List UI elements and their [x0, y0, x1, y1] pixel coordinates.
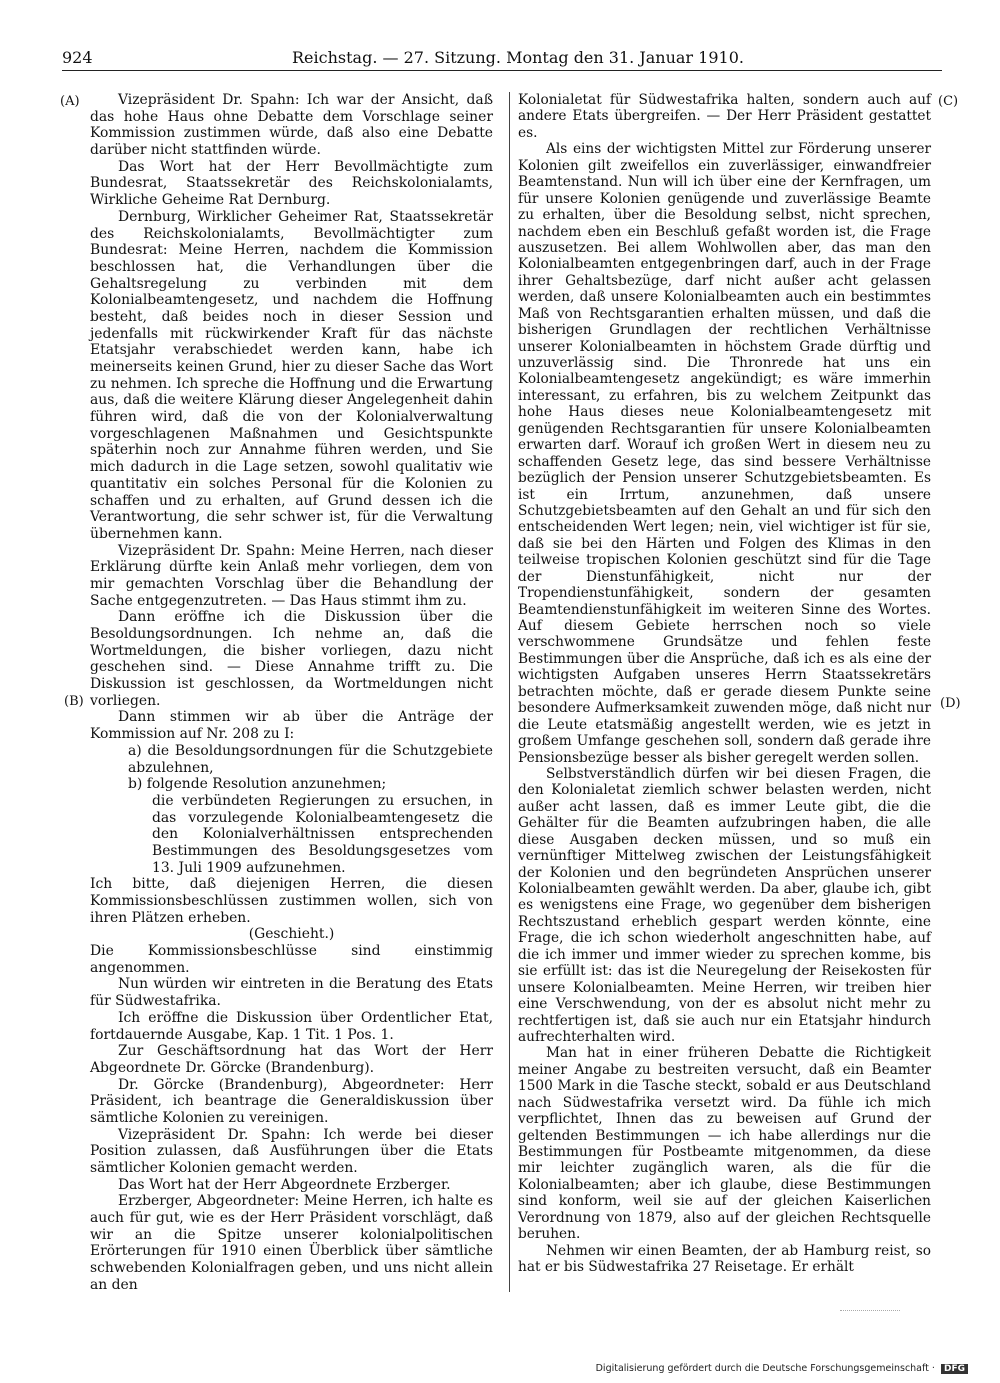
column-divider — [509, 92, 510, 1292]
left-text-column — [90, 92, 493, 1294]
paragraph: Dr. Görcke (Brandenburg), Abgeordneter: Herr Präsident, ich beantrage die Generaldiskussion über sämtliche Kolonien zu vereinigen. — [90, 1076, 493, 1126]
paragraph: Vizepräsident Dr. Spahn: Ich werde bei dieser Position zulassen, daß Ausführungen über die Etats sämtlicher Kolonien gemacht werden. — [90, 1126, 493, 1176]
paragraph: Nehmen wir einen Beamten, der ab Hamburg reist, so hat er bis Südwestafrika 27 Reisetage. Er erhält — [518, 1242, 931, 1276]
paragraph: (Geschieht.) — [248, 926, 335, 943]
paragraph: a) die Besoldungsordnungen für die Schutzgebiete abzulehnen, — [128, 742, 493, 776]
paragraph: Dann stimmen wir ab über die Anträge der Kommission auf Nr. 208 zu I: — [90, 709, 493, 743]
paragraph: Nun würden wir eintreten in die Beratung des Etats für Südwestafrika. — [90, 976, 493, 1010]
paragraph: Selbstverständlich dürfen wir bei diesen Fragen, die den Kolonialetat ziemlich schwer belasten werden, nicht außer acht lassen, daß es immer Leute gibt, die die Gehälter für die Beamten aufzubringen haben, die alle diese Ausgaben decken müssen, und so muß ein vernünftiger Mittelweg zwischen der Leistungsfähigkeit der Kolonien und den begründeten Ansprüchen unserer Kolonialbeamten gewählt werden. Da aber, glaube ich, gibt es wenigstens eine Frage, wo gegenüber dem bisherigen Rechtszustand erheblich gespart werden könnte, eine Frage, die ich schon wiederholt angeschnitten habe, auf die ich immer und immer wieder zu sprechen komme, bis sie erfüllt ist: das ist die Neuregelung der Reisekosten für unsere Kolonialbeamten. Meine Herren, wir treiben hier eine Verschwendung, von der es absolut nicht mehr zu rechtfertigen ist, daß sie auch nur ein Etatsjahr hindurch aufrechterhalten wird. — [518, 765, 931, 1045]
paragraph: Das Wort hat der Herr Bevollmächtigte zum Bundesrat, Staatssekretär des Reichskolonialamts, Wirkliche Geheime Rat Dernburg. — [90, 158, 493, 209]
paragraph: Dann eröffne ich die Diskussion über die Besoldungsordnungen. Ich nehme an, daß die Wortmeldungen, die bisher vorliegen, dazu nicht geschehen sind. — Diese Annahme trifft zu. Die Diskussion ist geschlossen, da Wortmeldungen nicht vorliegen. — [90, 609, 493, 709]
paragraph: Ich eröffne die Diskussion über Ordentlicher Etat, fortdauernde Ausgabe, Kap. 1 Tit. 1 Pos. 1. — [90, 1009, 493, 1043]
dfg-logo-badge: DFG — [941, 1364, 968, 1374]
paragraph: Kolonialetat für Südwestafrika halten, sondern auch auf andere Etats übergreifen. — Der Herr Präsident gestattet es. — [518, 92, 931, 141]
paragraph: Ich bitte, daß diejenigen Herren, die diesen Kommissionsbeschlüssen zustimmen wollen, sich von ihren Plätzen erheben. — [90, 876, 493, 926]
running-title: Reichstag. — 27. Sitzung. Montag den 31. Januar 1910. — [292, 48, 744, 67]
paragraph: Dernburg, Wirklicher Geheimer Rat, Staatssekretär des Reichskolonialamts, Bevollmächtigter zum Bundesrat: Meine Herren, nachdem die Kommission beschlossen hat, die Verhandlungen über die Gehaltsregelung zu verbinden mit dem Kolonialbeamtengesetz, und nachdem die Hoffnung besteht, daß beides noch in dieser Session und jedenfalls mit rückwirkender Kraft für das nächste Etatsjahr verabschiedet werden kann, habe ich meinerseits keinen Grund, hier zu dieser Sache das Wort zu nehmen. Ich spreche die Hoffnung und die Erwartung aus, daß die weitere Klärung dieser Angelegenheit dahin führen wird, daß die von der Kolonialverwaltung vorgeschlagenen Maßnahmen und Gesichtspunkte späterhin noch zur Annahme führen werden, und Sie mich dadurch in die Lage setzen, sowohl qualitativ wie quantitativ ein solches Personal für die Kolonien zu schaffen und zu erhalten, auf Grund dessen ich die Verantwortung, die sehr schwer ist, für die Verwaltung übernehmen kann. — [90, 208, 493, 542]
footer-text: Digitalisierung gefördert durch die Deutsche Forschungsgemeinschaft · — [595, 1363, 935, 1374]
page-header — [62, 46, 942, 71]
margin-marker-b: (B) — [64, 694, 84, 709]
paragraph: die verbündeten Regierungen zu ersuchen, in das vorzulegende Kolonialbeamtengesetz die den Kolonialverhältnissen entsprechenden Bestimmungen des Besoldungsgesetzes vom 13. Juli 1909 aufzunehmen. — [152, 792, 493, 876]
margin-marker-a: (A) — [60, 94, 80, 109]
paragraph: Man hat in einer früheren Debatte die Richtigkeit meiner Angabe zu bestreiten versucht, daß ein Beamter 1500 Mark in die Tasche steckt, sobald er aus Deutschland nach Südwestafrika versetzt wird. Da fühle ich mich verpflichtet, Ihnen das zu beweisen auf Grund der geltenden Bestimmungen — ich habe allerdings nur die Bestimmungen für Postbeamte mitgenommen, da diese mir leichter zugänglich waren, als die für die Kolonialbeamten; aber ich glaube, diese Bestimmungen sind konform, weil sie auf der gleichen Kaiserlichen Verordnung von 1879, also auf der gleichen Rechtsquelle beruhen. — [518, 1045, 931, 1243]
library-stamp-mark — [840, 1300, 900, 1311]
paragraph: Zur Geschäftsordnung hat das Wort der Herr Abgeordnete Dr. Görcke (Brandenburg). — [90, 1043, 493, 1076]
page-number: 924 — [62, 48, 93, 67]
paragraph: Vizepräsident Dr. Spahn: Ich war der Ansicht, daß das hohe Haus ohne Debatte dem Vorschlage seiner Kommission zustimmen würde, daß also eine Debatte darüber nicht stattfinden würde. — [90, 92, 493, 159]
margin-marker-c: (C) — [938, 94, 959, 109]
paragraph: Die Kommissionsbeschlüsse sind einstimmig angenommen. — [90, 943, 493, 976]
paragraph: Erzberger, Abgeordneter: Meine Herren, ich halte es auch für gut, wie es der Herr Präsident vorschlägt, daß wir an die Spitze unserer kolonialpolitischen Erörterungen für 1910 einen Überblick über sämtliche schwebenden Kolonialfragen geben, und uns nicht allein an den — [90, 1193, 493, 1293]
paragraph: Als eins der wichtigsten Mittel zur Förderung unserer Kolonien gilt zweifellos ein zuverlässiger, einwandfreier Beamtenstand. Nun will ich über eine der Kernfragen, um für unsere Kolonien genügende und zuverlässige Beamte zu erhalten, über die Besoldung selbst, nicht sprechen, nachdem eben ein Beschluß gefaßt worden ist, die Frage auszusetzen. Bei allem Wohlwollen aber, das man den Kolonialbeamten entgegenbringen darf, auch in der Frage ihrer Gehaltsbezüge, darf nicht außer acht gelassen werden, daß unsere Kolonialbeamten auch ein bestimmtes Maß von Rechtsgarantien erhalten müssen, und daß die bisherigen Grundlagen der rechtlichen Verhältnisse unserer Kolonialbeamten in höchstem Grade dürftig und unzuverlässig sind. Die Thronrede hat uns ein Kolonialbeamtengesetz angekündigt; es wäre immerhin interessant, zu erfahren, bis zu welchem Zeitpunkt das hohe Haus dieses neue Kolonialbeamtengesetz mit genügenden Rechtsgarantien für unsere Kolonialbeamten erwarten darf. Worauf ich großen Wert in diesem neu zu schaffenden Gesetz lege, das sind bessere Verhältnisse bezüglich der Pension unserer Schutzgebietsbeamten. Es ist ein Irrtum, anzunehmen, daß unsere Schutzgebietsbeamten auf den Gehalt an und für sich den entscheidenden Wert legen; nein, viel wichtiger ist für sie, daß sie bei den Härten und Folgen des Klimas in den teilweise tropischen Kolonien geschützt sind für die Tage der Dienstunfähigkeit, nicht nur der Tropendienstunfähigkeit, sondern der gesamten Beamtendienstunfähigkeit im weiteren Sinne des Wortes. Auf diesem Gebiete herrschen noch so viele verschwommene Grundsätze und fehlen feste Bestimmungen über die Ansprüche, daß ich es als eine der wichtigsten Aufgaben unseres Herrn Staatssekretärs betrachten möchte, daß er gerade diesem Punkte seine besondere Aufmerksamkeit zuwenden möge, daß nicht nur die Leute etatsmäßig angestellt werden, wie es jetzt in großem Umfange geschehen soll, sondern daß gerade ihre Pensionsbezüge besser als bisher geregelt werden sollen. — [518, 141, 931, 766]
paragraph: Vizepräsident Dr. Spahn: Meine Herren, nach dieser Erklärung dürfte kein Anlaß mehr vorliegen, dem von mir gemachten Vorschlag über die Behandlung der Sache entgegenzutreten. — Das Haus stimmt ihm zu. — [90, 542, 493, 609]
margin-marker-d: (D) — [940, 696, 961, 711]
footer-credit — [596, 1363, 968, 1374]
paragraph: b) folgende Resolution anzunehmen; — [128, 776, 387, 793]
paragraph: Das Wort hat der Herr Abgeordnete Erzberger. — [118, 1176, 451, 1193]
right-text-column — [518, 92, 931, 1276]
